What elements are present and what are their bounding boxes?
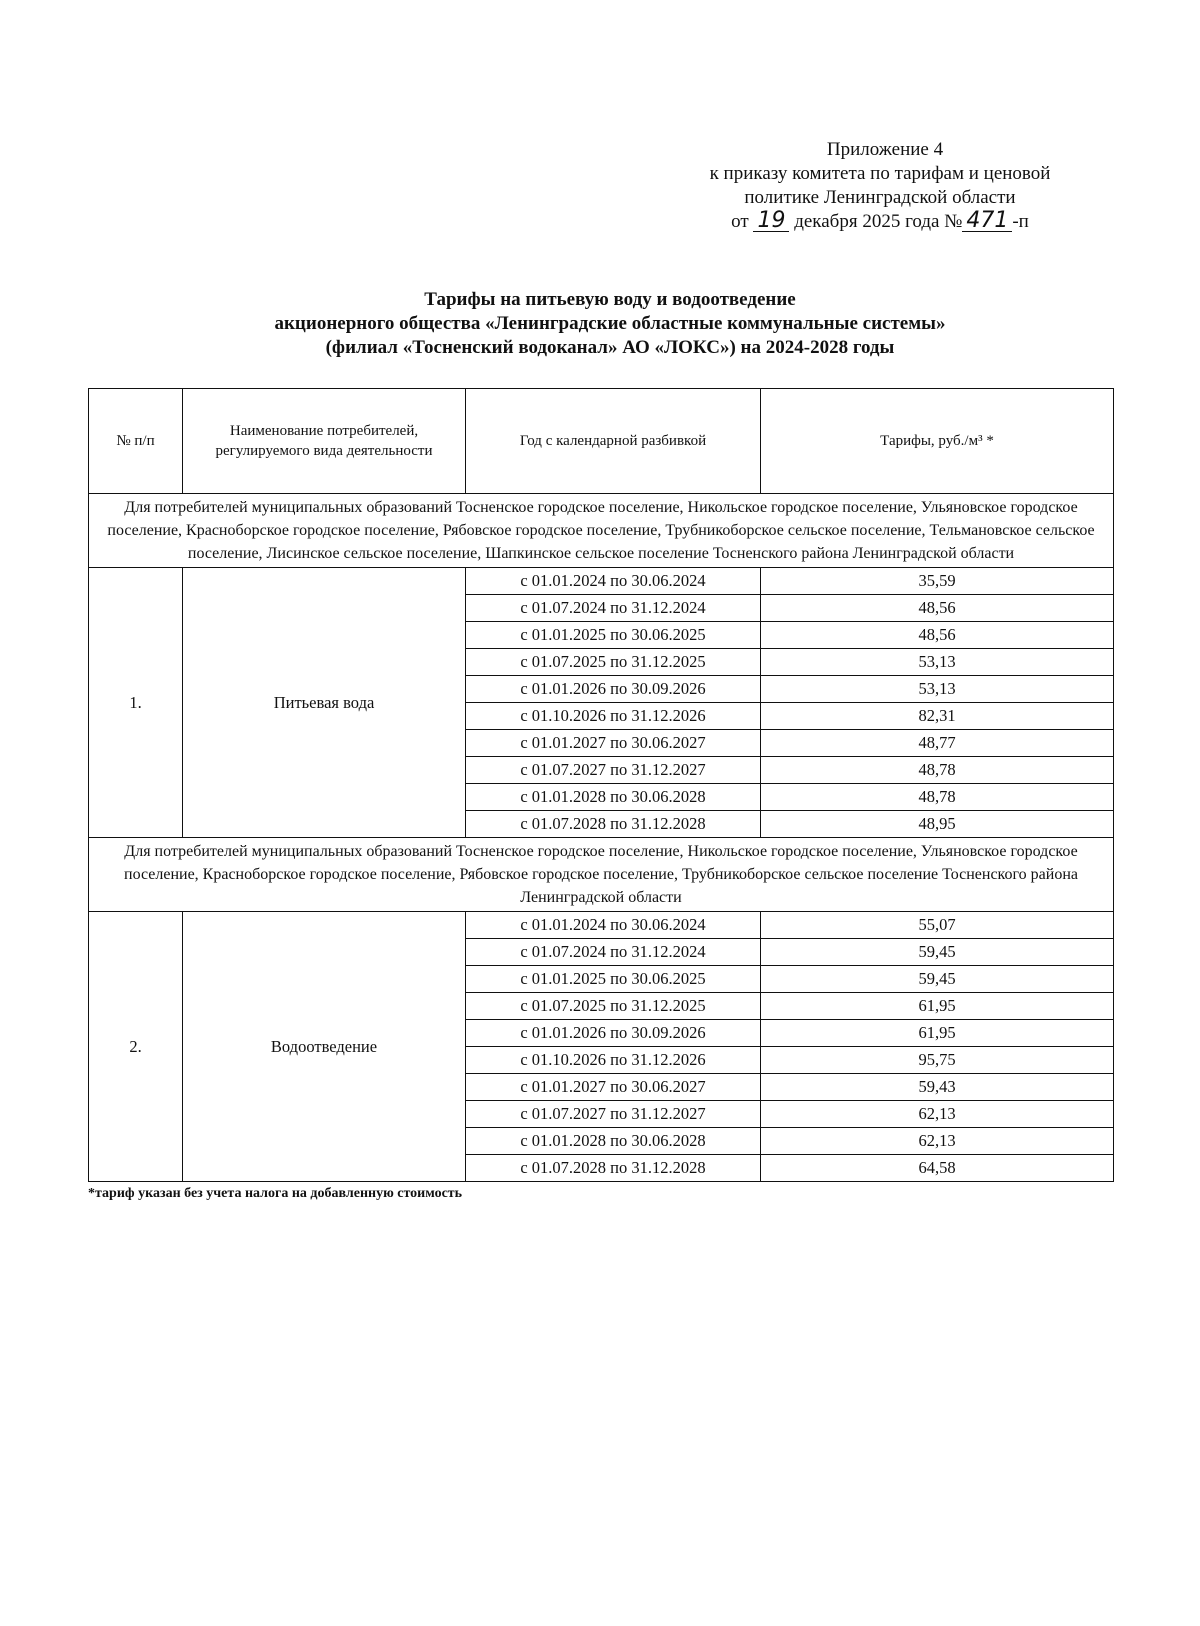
title-line: Тарифы на питьевую воду и водоотведение: [424, 289, 796, 310]
row-number: 2.: [89, 912, 183, 1182]
tariff-cell: 59,45: [761, 966, 1114, 993]
footnote: *тариф указан без учета налога на добавленную стоимость: [88, 1186, 463, 1201]
header-tariff: Тарифы, руб./м³ *: [761, 389, 1114, 494]
tariff-cell: 59,43: [761, 1074, 1114, 1101]
period-cell: с 01.01.2025 по 30.06.2025: [466, 966, 761, 993]
title-line: акционерного общества «Ленинградские областные коммунальные системы»: [274, 313, 946, 334]
appendix-committee-line: политике Ленинградской области: [744, 187, 1016, 208]
row-number: 1.: [89, 568, 183, 838]
period-cell: с 01.01.2026 по 30.09.2026: [466, 676, 761, 703]
tariff-cell: 95,75: [761, 1047, 1114, 1074]
handwritten-order-number: 471: [962, 211, 1012, 232]
tariff-cell: 61,95: [761, 1020, 1114, 1047]
period-cell: с 01.07.2027 по 31.12.2027: [466, 1101, 761, 1128]
appendix-number: Приложение 4: [826, 139, 944, 160]
period-cell: с 01.01.2024 по 30.06.2024: [466, 912, 761, 939]
appendix-date-line: [660, 210, 1100, 234]
tariff-cell: 48,77: [761, 730, 1114, 757]
table-row: [89, 912, 1114, 939]
document-title: [150, 288, 1070, 360]
tariff-cell: 62,13: [761, 1128, 1114, 1155]
tariff-cell: 62,13: [761, 1101, 1114, 1128]
tariff-cell: 61,95: [761, 993, 1114, 1020]
tariff-table: [88, 388, 1114, 1182]
appendix-order-line: к приказу комитета по тарифам и ценовой: [709, 163, 1051, 184]
table-row: [89, 568, 1114, 595]
tariff-cell: 48,78: [761, 784, 1114, 811]
date-prefix: от: [731, 211, 749, 232]
group-header-row: [89, 838, 1114, 912]
date-middle: декабря 2025 года №: [794, 211, 963, 232]
number-suffix: -п: [1012, 211, 1029, 232]
appendix-header: [660, 138, 1100, 234]
handwritten-day: 19: [753, 211, 789, 232]
header-number: № п/п: [89, 389, 183, 494]
period-cell: с 01.07.2025 по 31.12.2025: [466, 649, 761, 676]
title-line: (филиал «Тосненский водоканал» АО «ЛОКС») на 2024-2028 годы: [325, 337, 895, 358]
period-cell: с 01.07.2025 по 31.12.2025: [466, 993, 761, 1020]
tariff-cell: 35,59: [761, 568, 1114, 595]
tariff-cell: 59,45: [761, 939, 1114, 966]
tariff-cell: 64,58: [761, 1155, 1114, 1182]
period-cell: с 01.07.2024 по 31.12.2024: [466, 595, 761, 622]
period-cell: с 01.01.2026 по 30.09.2026: [466, 1020, 761, 1047]
period-cell: с 01.10.2026 по 31.12.2026: [466, 703, 761, 730]
period-cell: с 01.01.2025 по 30.06.2025: [466, 622, 761, 649]
group-header: Для потребителей муниципальных образований Тосненское городское поселение, Никольское городское поселение, Ульяновское городское поселение, Красноборское городское поселение, Рябовское городское поселение, Трубникоборское сельское поселение Тосненского района Ленинградской области: [89, 838, 1114, 912]
tariff-cell: 53,13: [761, 676, 1114, 703]
period-cell: с 01.01.2024 по 30.06.2024: [466, 568, 761, 595]
period-cell: с 01.07.2024 по 31.12.2024: [466, 939, 761, 966]
group-header: Для потребителей муниципальных образований Тосненское городское поселение, Никольское городское поселение, Ульяновское городское поселение, Красноборское городское поселение, Рябовское городское поселение, Трубникоборское сельское поселение, Тельмановское сельское поселение, Лисинское сельское поселение, Шапкинское сельское поселение Тосненского района Ленинградской области: [89, 494, 1114, 568]
period-cell: с 01.07.2028 по 31.12.2028: [466, 1155, 761, 1182]
period-cell: с 01.01.2027 по 30.06.2027: [466, 730, 761, 757]
period-cell: с 01.01.2028 по 30.06.2028: [466, 784, 761, 811]
service-name: Водоотведение: [183, 912, 466, 1182]
period-cell: с 01.07.2028 по 31.12.2028: [466, 811, 761, 838]
tariff-cell: 48,56: [761, 595, 1114, 622]
tariff-cell: 55,07: [761, 912, 1114, 939]
header-name: Наименование потребителей, регулируемого вида деятельности: [183, 389, 466, 494]
tariff-cell: 82,31: [761, 703, 1114, 730]
service-name: Питьевая вода: [183, 568, 466, 838]
tariff-cell: 48,95: [761, 811, 1114, 838]
tariff-cell: 53,13: [761, 649, 1114, 676]
period-cell: с 01.01.2028 по 30.06.2028: [466, 1128, 761, 1155]
period-cell: с 01.10.2026 по 31.12.2026: [466, 1047, 761, 1074]
period-cell: с 01.01.2027 по 30.06.2027: [466, 1074, 761, 1101]
tariff-cell: 48,56: [761, 622, 1114, 649]
header-period: Год с календарной разбивкой: [466, 389, 761, 494]
period-cell: с 01.07.2027 по 31.12.2027: [466, 757, 761, 784]
group-header-row: [89, 494, 1114, 568]
tariff-cell: 48,78: [761, 757, 1114, 784]
